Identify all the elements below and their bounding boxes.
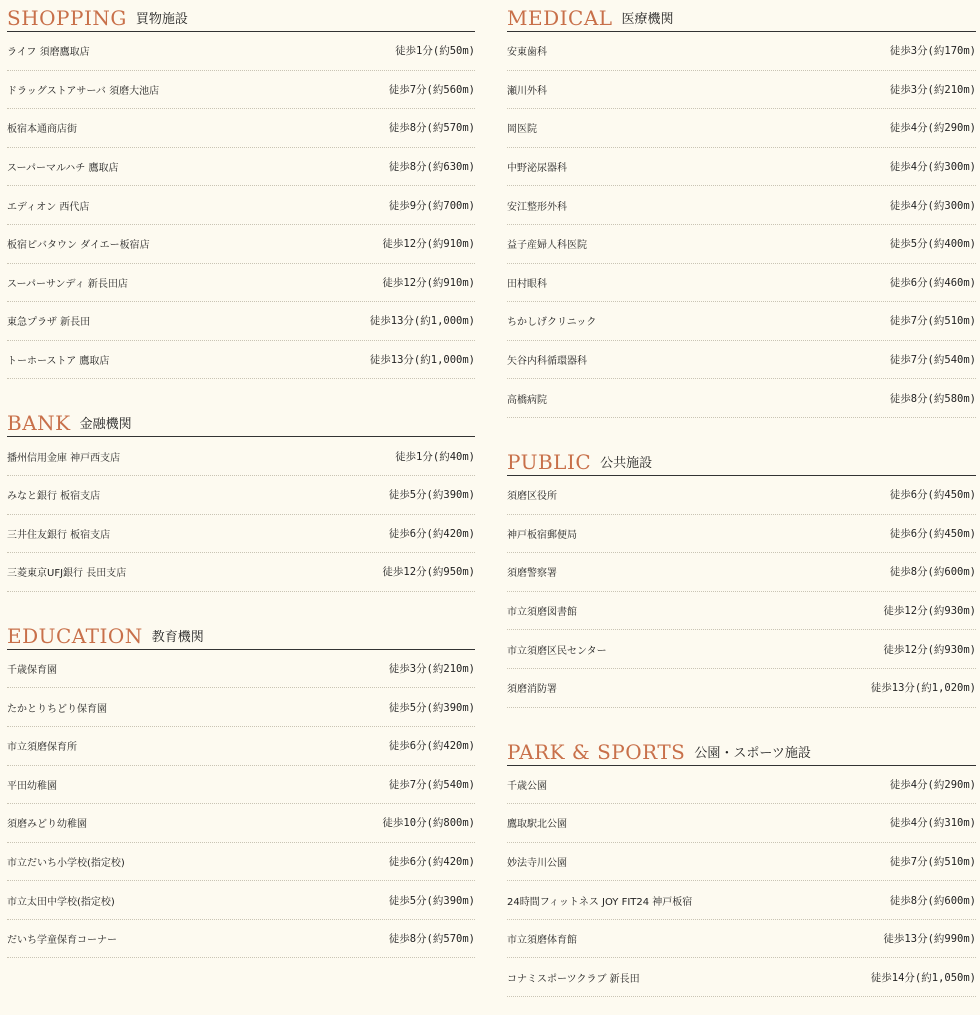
list-item: [507, 592, 976, 631]
list-item: [507, 766, 976, 805]
walking-distance: 徒歩12分(約930m): [883, 643, 976, 656]
section-title-en: PUBLIC: [507, 449, 592, 474]
facility-name: 市立須磨図書館: [507, 607, 577, 619]
list-item: [7, 843, 475, 882]
facility-name: だいち学童保育コーナー: [7, 935, 117, 947]
list-item: [7, 302, 475, 341]
walking-distance: 徒歩6分(約450m): [889, 527, 976, 540]
list-item: [7, 109, 475, 148]
facility-name: ライフ 須磨鷹取店: [7, 47, 90, 59]
facility-name: スーパーマルハチ 鷹取店: [7, 163, 119, 175]
list-item: [507, 109, 976, 148]
walking-distance: 徒歩13分(約1,000m): [369, 354, 475, 367]
list-item: [507, 843, 976, 882]
list-item: [7, 32, 475, 71]
facility-name: 三菱東京UFJ銀行 長田支店: [7, 568, 127, 580]
walking-distance: 徒歩3分(約170m): [889, 45, 976, 58]
walking-distance: 徒歩6分(約420m): [388, 740, 475, 753]
facility-name: 須磨警察署: [507, 568, 557, 580]
facility-name: 須磨区役所: [507, 491, 557, 503]
walking-distance: 徒歩12分(約950m): [382, 566, 475, 579]
section-title-ja: 医療機関: [621, 12, 674, 27]
walking-distance: 徒歩3分(約210m): [388, 663, 475, 676]
list-item: [7, 148, 475, 187]
walking-distance: 徒歩6分(約450m): [889, 489, 976, 502]
walking-distance: 徒歩7分(約510m): [889, 855, 976, 868]
facility-name: ちかしげクリニック: [507, 317, 597, 329]
facility-name: スーパーサンディ 新長田店: [7, 278, 128, 290]
medical-section: [507, 0, 976, 418]
walking-distance: 徒歩13分(約1,000m): [369, 315, 475, 328]
list-item: [7, 186, 475, 225]
list-item: [507, 630, 976, 669]
list-item: [507, 804, 976, 843]
list-item: [507, 553, 976, 592]
section-heading: [507, 444, 976, 476]
walking-distance: 徒歩8分(約600m): [889, 566, 976, 579]
list-item: [7, 766, 475, 805]
walking-distance: 徒歩8分(約570m): [388, 933, 475, 946]
public-section: [507, 444, 976, 708]
list-item: [7, 650, 475, 689]
walking-distance: 徒歩13分(約990m): [883, 933, 976, 946]
facility-name: 東急プラザ 新長田: [7, 317, 91, 329]
list-item: [507, 225, 976, 264]
section-title-ja: 公共施設: [600, 455, 653, 471]
walking-distance: 徒歩4分(約300m): [889, 161, 976, 174]
list-item: [507, 71, 976, 110]
list-item: [7, 71, 475, 110]
walking-distance: 徒歩13分(約1,020m): [870, 682, 976, 695]
list-item: [507, 958, 976, 997]
list-item: [507, 32, 976, 71]
walking-distance: 徒歩5分(約390m): [388, 701, 475, 714]
facility-name: 神戸板宿郵便局: [507, 529, 577, 541]
walking-distance: 徒歩6分(約460m): [889, 276, 976, 289]
list-item: [507, 264, 976, 303]
list-item: [7, 804, 475, 843]
section-heading: [507, 734, 976, 766]
section-heading: [507, 0, 976, 32]
walking-distance: 徒歩4分(約300m): [889, 199, 976, 212]
education-section: [7, 618, 475, 959]
facility-name: 田村眼科: [507, 278, 547, 290]
walking-distance: 徒歩5分(約400m): [889, 238, 976, 251]
section-title-en: BANK: [7, 411, 71, 436]
section-title-en: EDUCATION: [7, 623, 143, 648]
facility-name: 市立須磨区民センター: [507, 645, 607, 657]
walking-distance: 徒歩4分(約290m): [889, 778, 976, 791]
walking-distance: 徒歩8分(約570m): [388, 122, 475, 135]
section-title-en: PARK & SPORTS: [507, 739, 686, 764]
facility-name: 瀬川外科: [507, 85, 547, 97]
facility-name: 鷹取駅北公園: [507, 819, 567, 831]
facility-name: みなと銀行 板宿支店: [7, 491, 101, 503]
section-heading: [7, 618, 475, 650]
section-heading: [7, 0, 475, 32]
list-item: [7, 515, 475, 554]
facility-name: 千歳公園: [507, 780, 547, 792]
list-item: [7, 920, 475, 959]
list-item: [507, 341, 976, 380]
facility-name: ドラッグストアサーバ 須磨大池店: [7, 85, 160, 97]
list-item: [507, 881, 976, 920]
list-item: [7, 225, 475, 264]
walking-distance: 徒歩12分(約930m): [883, 605, 976, 618]
list-item: [507, 515, 976, 554]
facility-name: 市立だいち小学校(指定校): [7, 857, 125, 869]
walking-distance: 徒歩6分(約420m): [388, 855, 475, 868]
facility-name: 須磨みどり幼稚園: [7, 819, 87, 831]
facility-name: 板宿本通商店街: [7, 124, 77, 136]
walking-distance: 徒歩12分(約910m): [382, 276, 475, 289]
facility-name: 24時間フィットネス JOY FIT24 神戸板宿: [507, 896, 693, 908]
facility-name: 三井住友銀行 板宿支店: [7, 529, 111, 541]
walking-distance: 徒歩4分(約310m): [889, 817, 976, 830]
walking-distance: 徒歩8分(約630m): [388, 161, 475, 174]
walking-distance: 徒歩1分(約50m): [395, 45, 475, 58]
walking-distance: 徒歩5分(約390m): [388, 894, 475, 907]
right-column: [507, 0, 976, 997]
walking-distance: 徒歩7分(約540m): [388, 778, 475, 791]
list-item: [7, 437, 475, 476]
facility-name: たかとりちどり保育園: [7, 703, 107, 715]
list-item: [7, 341, 475, 380]
facility-name: 須磨消防署: [507, 684, 557, 696]
left-column: [7, 0, 475, 958]
facility-name: 益子産婦人科医院: [507, 240, 587, 252]
facility-name: 中野泌尿器科: [507, 163, 567, 175]
facility-name: 高橋病院: [507, 394, 547, 406]
walking-distance: 徒歩1分(約40m): [395, 450, 475, 463]
facility-name: トーホーストア 鷹取店: [7, 356, 110, 368]
section-title-ja: 買物施設: [135, 12, 188, 27]
walking-distance: 徒歩3分(約210m): [889, 83, 976, 96]
facility-name: 安江整形外科: [507, 201, 567, 213]
list-item: [7, 881, 475, 920]
walking-distance: 徒歩7分(約560m): [388, 83, 475, 96]
walking-distance: 徒歩7分(約540m): [889, 354, 976, 367]
list-item: [507, 148, 976, 187]
shopping-section: [7, 0, 475, 379]
park-section: [507, 734, 976, 998]
walking-distance: 徒歩10分(約800m): [382, 817, 475, 830]
facility-name: 矢谷内科循環器科: [507, 356, 587, 368]
facility-name: 平田幼稚園: [7, 780, 57, 792]
facility-name: 播州信用金庫 神戸西支店: [7, 452, 121, 464]
facility-name: 市立太田中学校(指定校): [7, 896, 115, 908]
list-item: [7, 553, 475, 592]
section-title-en: MEDICAL: [507, 6, 613, 30]
list-item: [507, 476, 976, 515]
bank-section: [7, 405, 475, 591]
walking-distance: 徒歩9分(約700m): [388, 199, 475, 212]
list-item: [7, 727, 475, 766]
section-title-ja: 金融機関: [79, 417, 132, 433]
walking-distance: 徒歩4分(約290m): [889, 122, 976, 135]
walking-distance: 徒歩7分(約510m): [889, 315, 976, 328]
list-item: [507, 302, 976, 341]
section-title-en: SHOPPING: [7, 6, 127, 30]
facility-name: 千歳保育園: [7, 665, 57, 677]
facility-name: 安東歯科: [507, 47, 547, 59]
list-item: [507, 186, 976, 225]
section-title-ja: 公園・スポーツ施設: [694, 745, 811, 761]
list-item: [7, 476, 475, 515]
walking-distance: 徒歩8分(約600m): [889, 894, 976, 907]
section-title-ja: 教育機関: [151, 629, 204, 645]
facility-name: 妙法寺川公園: [507, 857, 567, 869]
walking-distance: 徒歩8分(約580m): [889, 392, 976, 405]
list-item: [507, 920, 976, 959]
facility-name: 板宿ピバタウン ダイエー板宿店: [7, 240, 150, 252]
walking-distance: 徒歩14分(約1,050m): [870, 971, 976, 984]
facility-name: 市立須磨体育館: [507, 935, 577, 947]
facility-name: 岡医院: [507, 124, 537, 136]
walking-distance: 徒歩12分(約910m): [382, 238, 475, 251]
facility-name: 市立須磨保育所: [7, 742, 77, 754]
list-item: [7, 264, 475, 303]
list-item: [507, 379, 976, 418]
facility-name: コナミスポーツクラブ 新長田: [507, 973, 640, 985]
list-item: [7, 688, 475, 727]
list-item: [507, 669, 976, 708]
facility-name: エディオン 西代店: [7, 201, 90, 213]
walking-distance: 徒歩5分(約390m): [388, 489, 475, 502]
section-heading: [7, 405, 475, 437]
walking-distance: 徒歩6分(約420m): [388, 527, 475, 540]
